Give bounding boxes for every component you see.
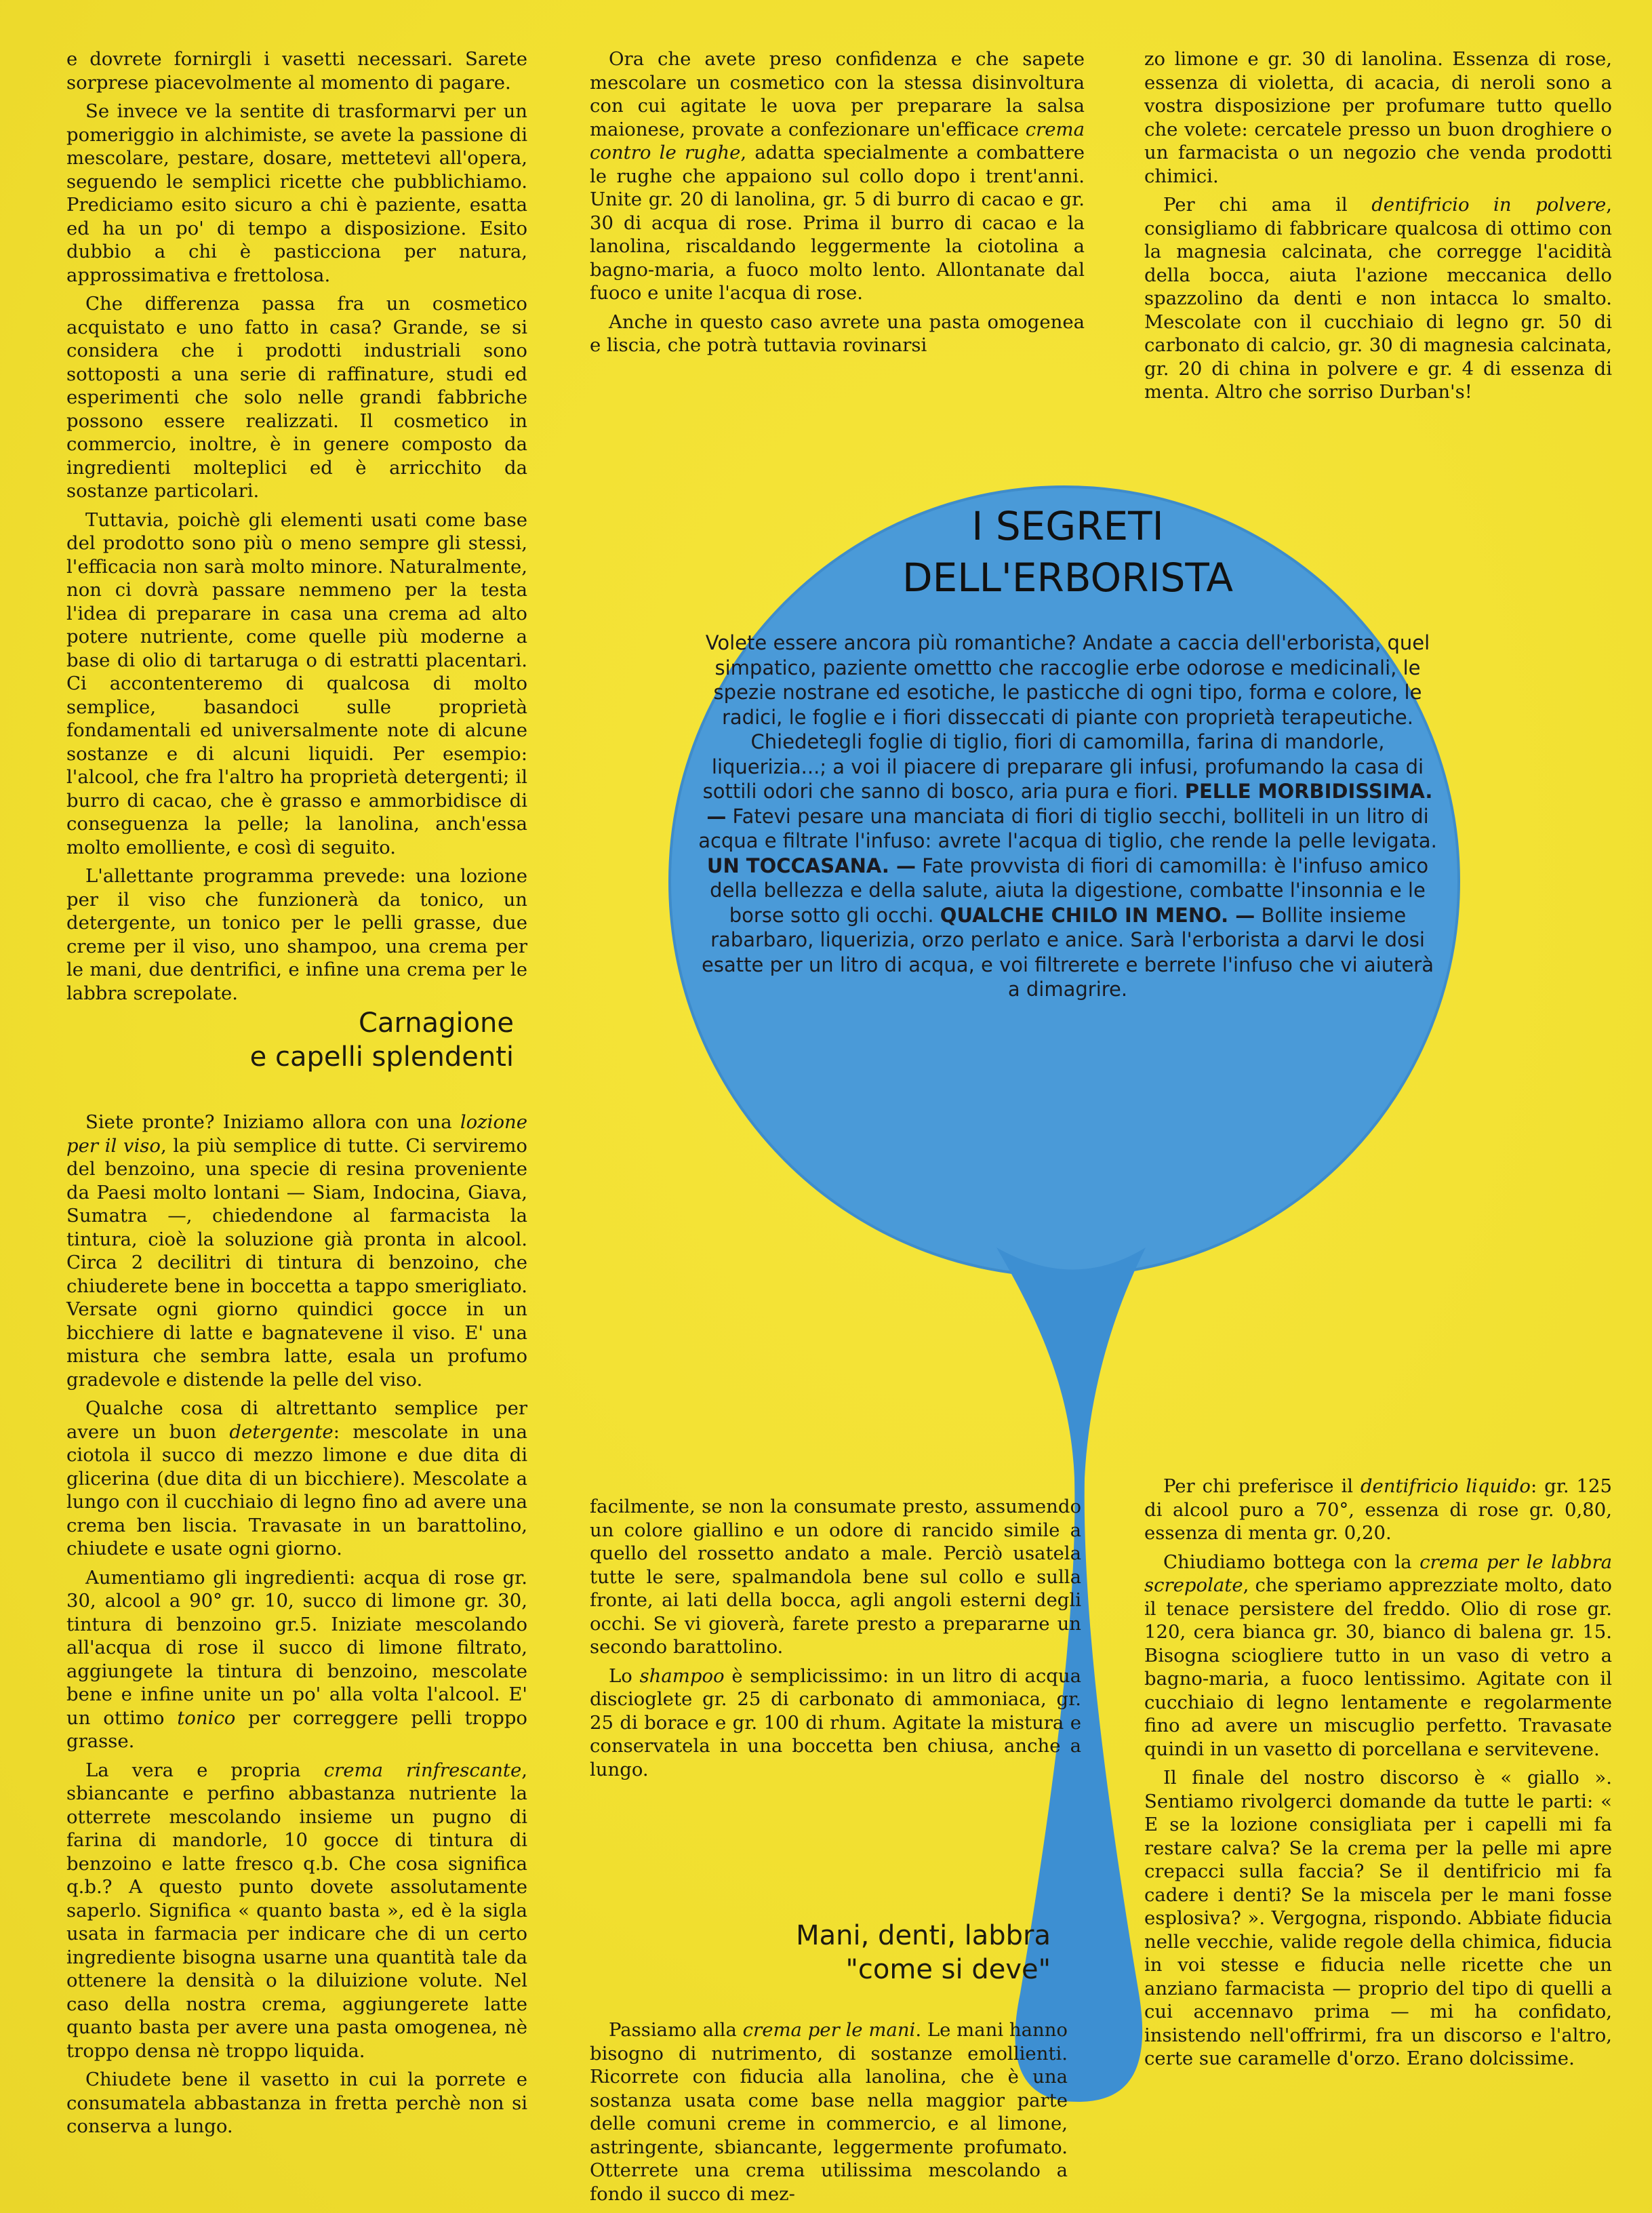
col3-paragraph-3 (1144, 1475, 1612, 1545)
col1-paragraph-9 (66, 1759, 527, 2063)
sidebar-subhead-chilo: QUALCHE CHILO IN MENO. — (940, 903, 1255, 927)
col3-p3-text-b: : gr. 125 di alcool puro a 70°, essenza di rose gr. 0,80, essenza di menta gr. 0,20. (1144, 1475, 1612, 1544)
col1-paragraph-2: Se invece ve la sentite di trasformarvi per un pomeriggio in alchimiste, se avete la passione di mescolare, pestare, dosare, mettetevi all'opera, seguendo le semplici ricette che pubblichiamo. Prediciamo esito sicuro a chi è paziente, esatta ed ha un po' di tempo a disposizione. Esito dubbio a chi è pasticciona per natura, approssimativa e frettolosa. (66, 100, 527, 286)
sidebar-title (746, 500, 1390, 603)
sidebar-text-pelle: Fatevi pesare una manciata di fiori di tiglio secchi, bolliteli in un litro di acqua e filtrate l'infuso: avrete l'acqua di tiglio, che rende la pelle levigata. (698, 804, 1437, 852)
column-1-lower (66, 1111, 527, 2144)
col1-p8-text-b: per correggere pelli troppo grasse. (66, 1707, 527, 1752)
col2-p1-emphasis: crema contro le rughe (590, 118, 1085, 163)
col1-paragraph-10: Chiudete bene il vasetto in cui la porrete e consumatela abbastanza in fretta perchè non si conserva a lungo. (66, 2069, 527, 2137)
col1-p9-text-b: , sbiancante e perfino abbastanza nutriente la otterrete mescolando insieme un pugno di farina di mandorle, 10 gocce di tintura di benzoino e latte fresco q.b. Che cosa significa q.b.? A questo punto dovete assolutamente saperlo. Significa « quanto basta », ed è la sigla usata in farmacia per indicare che di un certo ingrediente bisogna usarne una quantità tale da ottenere la densità o la diluizione volute. Nel caso della nostra crema, aggiungerete latte quanto basta per avere una pasta omogenea, nè troppo densa nè troppo liquida. (66, 1759, 528, 2062)
column-1 (66, 47, 527, 1010)
col2-paragraph-2: Anche in questo caso avrete una pasta omogenea e liscia, che potrà tuttavia rovinarsi (590, 311, 1085, 356)
col1-p9-text-a: La vera e propria (85, 1759, 324, 1781)
col3-p3-emphasis: dentifricio liquido (1360, 1475, 1531, 1497)
col3-p3-text-a: Per chi preferisce il (1163, 1475, 1361, 1497)
col2-paragraph-5 (590, 2018, 1068, 2206)
col1-p7-text-a: Qualche cosa di altrettanto semplice per avere un buon (66, 1397, 527, 1443)
sidebar-title-line1: I SEGRETI (971, 503, 1164, 549)
col2-p4-text-a: Lo (609, 1664, 640, 1687)
col2-p5-emphasis: crema per le mani (742, 2019, 916, 2041)
col3-p4-emphasis: crema per le labbra screpolate (1144, 1551, 1612, 1596)
column-3 (1144, 47, 1612, 410)
col1-p7-text-b: : mescolate in una ciotola il succo di mezzo limone e due dita di glicerina (due dita di un bicchiere). Mescolate a lungo con il cucchiaio di legno fino ad avere una crema ben liscia. Travasate in un barattolino, chiudete e usate ogni giorno. (66, 1420, 527, 1559)
col3-paragraph-4 (1144, 1551, 1612, 1761)
col1-paragraph-4: Tuttavia, poichè gli elementi usati come base del prodotto sono più o meno sempre gli stessi, l'efficacia non sarà molto minore. Naturalmente, non ci dovrà passare nemmeno per la testa l'idea di preparare in casa una crema ad alto potere nutriente, come quelle più moderne a base di olio di tartaruga o di estratti placentari. Ci accontenteremo di qualcosa di molto semplice, basandoci sulle proprietà fondamentali ed universalmente note di alcune sostanze e di alcuni liquidi. Per esempio: l'alcool, che fra l'altro ha proprietà detergenti; il burro di cacao, che è grasso e ammorbidisce di conseguenza la pelle; la lanolina, anch'essa molto emolliente, e così di seguito. (66, 509, 527, 858)
col1-paragraph-6 (66, 1111, 527, 1391)
col3-paragraph-5: Il finale del nostro discorso è « giallo ». Sentiamo rivolgerci domande da tutte le parti: « E se la lozione consigliata per i capelli mi fa restare calva? Se la crema per la pelle mi apre crepacci sulla faccia? Se il dentifricio mi fa cadere i denti? Se la miscela per le mani fosse esplosiva? ». Vergogna, rispondo. Abbiate fiducia nelle vecchie, valide regole della chimica, fiducia in voi stesse e fiducia nelle ricette che un anziano farmacista — proprio del tipo di quelli a cui accennavo prima — mi ha confidato, insistendo nell'offrirmi, fra un discorso e l'altro, certe sue caramelle d'orzo. Erano dolcissime. (1144, 1767, 1612, 2069)
column-2-bottom (590, 2018, 1068, 2211)
heading-carnagione (66, 1006, 514, 1074)
heading-mani-denti (590, 1919, 1051, 1987)
col2-p5-text-b: . Le mani hanno bisogno di nutrimento, di sostanze emollienti. Ricorrete con fiducia alla lanolina, che è una sostanza usata come base nella maggior parte delle comuni creme in commercio, e al limone, astringente, sbiancante, leggermente profumato. Otterrete una crema utilissima mescolando a fondo il succo di mez- (590, 2019, 1068, 2205)
col3-paragraph-1: zo limone e gr. 30 di lanolina. Essenza di rose, essenza di violetta, di acacia, di neroli sono a vostra disposizione per profumare tutto quello che volete: cercatele presso un buon droghiere o un farmacista o un negozio che venda prodotti chimici. (1144, 48, 1612, 187)
col2-p1-text-a: Ora che avete preso confidenza e che sapete mescolare un cosmetico con la stessa disinvoltura con cui agitate le uova per preparare la salsa maionese, provate a confezionare un'efficace (590, 48, 1085, 140)
col1-p8-emphasis: tonico (177, 1707, 236, 1729)
sidebar-text-chilo: Bollite insieme rabarbaro, liquerizia, orzo perlato e anice. Sarà l'erborista a darvi le dosi esatte per un litro di acqua, e voi filtrerete e berrete l'infuso che vi aiuterà a dimagrire. (702, 903, 1434, 1001)
col1-p6-emphasis: lozione per il viso (66, 1111, 527, 1157)
col2-p4-emphasis: shampoo (639, 1664, 725, 1687)
col1-paragraph-1: e dovrete fornirgli i vasetti necessari. Sarete sorprese piacevolmente al momento di pagare. (66, 48, 527, 94)
col2-p5-text-a: Passiamo alla (609, 2019, 743, 2041)
col1-paragraph-3: Che differenza passa fra un cosmetico acquistato e uno fatto in casa? Grande, se si considera che i prodotti industriali sono sottoposti a una serie di raffinature, studi ed esperimenti che solo nelle grandi fabbriche possono essere realizzati. Il cosmetico in commercio, inoltre, è in genere composto da ingredienti molteplici ed è arricchito da sostanze particolari. (66, 293, 527, 502)
sidebar-text-toccasana: Fate provvista di fiori di camomilla: è l'infuso amico della bellezza e della salute, aiuta la digestione, combatte l'insonnia e le borse sotto gli occhi. (710, 854, 1429, 927)
sidebar-title-line2: DELL'ERBORISTA (902, 555, 1234, 601)
sidebar-subhead-pelle: PELLE MORBIDISSIMA. — (706, 780, 1433, 828)
col1-paragraph-8 (66, 1566, 527, 1753)
col1-p9-emphasis: crema rinfrescante (323, 1759, 522, 1781)
col1-p6-text-a: Siete pronte? Iniziamo allora con una (85, 1111, 460, 1133)
col1-paragraph-7 (66, 1397, 527, 1561)
sidebar-intro: Volete essere ancora più romantiche? Andate a caccia dell'erborista, quel simpatico, paziente omettto che raccoglie erbe odorose e medicinali, le spezie nostrane ed esotiche, le pasticche di ogni tipo, forma e colore, le radici, le foglie e i fiori disseccati di piante con proprietà terapeutiche. Chiedetegli foglie di tiglio, fiori di camomilla, farina di mandorle, liquerizia...; a voi il piacere di preparare gli infusi, profumando la casa di sottili odori che sanno di bosco, aria pura e fiori. (702, 631, 1430, 803)
col1-p8-text-a: Aumentiamo gli ingredienti: acqua di rose gr. 30, alcool a 90° gr. 10, succo di limone gr. 30, tintura di benzoino gr.5. Iniziate mescolando all'acqua di rose il succo di limone filtrato, aggiungete la tintura di benzoino, mescolate bene e infine unite un po' alla volta l'alcool. E' un ottimo (66, 1566, 527, 1729)
col1-paragraph-5: L'allettante programma prevede: una lozione per il viso che funzionerà da tonico, un detergente, un tonico per le pelli grasse, due creme per il viso, uno shampoo, una crema per le mani, due dentrifici, e infine una crema per le labbra screpolate. (66, 865, 527, 1004)
col3-paragraph-2 (1144, 193, 1612, 404)
col3-p2-text-a: Per chi ama il (1163, 194, 1372, 216)
column-2-lower (590, 1495, 1081, 1787)
col1-p6-text-b: , la più semplice di tutte. Ci serviremo del benzoino, una specie di resina proveniente da Paesi molto lontani — Siam, Indocina, Giava, Sumatra —, chiedendone al farmacista la tintura, cioè la soluzione già pronta in alcool. Circa 2 decilitri di tintura di benzoino, che chiuderete bene in boccetta a tappo smerigliato. Versate ogni giorno quindici gocce in un bicchiere di latte e bagnatevene il viso. E' una mistura che sembra latte, esala un profumo gradevole e distende la pelle del viso. (66, 1134, 527, 1391)
column-2 (590, 47, 1085, 363)
col3-p4-text-a: Chiudiamo bottega con la (1163, 1551, 1420, 1573)
col2-p4-text-b: è semplicissimo: in un litro di acqua discioglete gr. 25 di carbonato di ammoniaca, gr. 25 di borace e gr. 100 di rhum. Agitate la mistura e conservatela in una boccetta ben chiusa, anche a lungo. (590, 1664, 1081, 1780)
sidebar-body (698, 631, 1437, 1002)
col2-paragraph-4 (590, 1664, 1081, 1782)
col3-p2-emphasis: dentifricio in polvere (1371, 194, 1607, 216)
col1-p7-emphasis: detergente (229, 1420, 334, 1443)
heading-mani-line1: Mani, denti, labbra (796, 1920, 1051, 1951)
col2-paragraph-3: facilmente, se non la consumate presto, assumendo un colore giallino e un odore di rancido simile a quello del rossetto andato a male. Perciò usatela tutte le sere, spalmandola bene sul collo e sulla fronte, ai lati della bocca, agli angoli esterni degli occhi. Se vi gioverà, farete presto a prepararne un secondo barattolino. (590, 1496, 1081, 1658)
col2-paragraph-1 (590, 47, 1085, 305)
col3-p4-text-b: , che speriamo apprezziate molto, dato il tenace persistere del freddo. Olio di rose gr. 120, cera bianca gr. 30, bianco di balena gr. 15. Bisogna sciogliere tutto in un vaso di vetro a bagno-maria, a fuoco lentissimo. Agitate con il cucchiaio di legno lentamente e regolarmente fino ad avere un miscuglio perfetto. Travasate quindi in un vasetto di porcellana e servitevene. (1144, 1574, 1612, 1760)
sidebar-subhead-toccasana: UN TOCCASANA. — (706, 854, 916, 877)
col3-p2-text-b: , consigliamo di fabbricare qualcosa di ottimo con la magnesia calcinata, che corregge l'acidità della bocca, aiuta l'azione meccanica dello spazzolino da denti e non intacca lo smalto. Mescolate con il cucchiaio di legno gr. 50 di carbonato di calcio, gr. 30 di magnesia calcinata, gr. 20 di china in polvere e gr. 4 di essenza di menta. Altro che sorriso Durban's! (1144, 194, 1612, 403)
heading-carnagione-line2: e capelli splendenti (249, 1041, 514, 1073)
col2-p1-text-b: , adatta specialmente a combattere le rughe che appaiono sul collo dopo i trent'anni. Unite gr. 20 di lanolina, gr. 5 di burro di cacao e gr. 30 di acqua di rose. Prima il burro di cacao e la lanolina, riscaldando leggermente la ciotolina a bagno-maria, a fuoco molto lento. Allontanate dal fuoco e unite l'acqua di rose. (590, 142, 1085, 304)
column-3-lower (1144, 1475, 1612, 2076)
heading-carnagione-line1: Carnagione (359, 1008, 514, 1039)
heading-mani-line2: "come si deve" (845, 1954, 1051, 1985)
